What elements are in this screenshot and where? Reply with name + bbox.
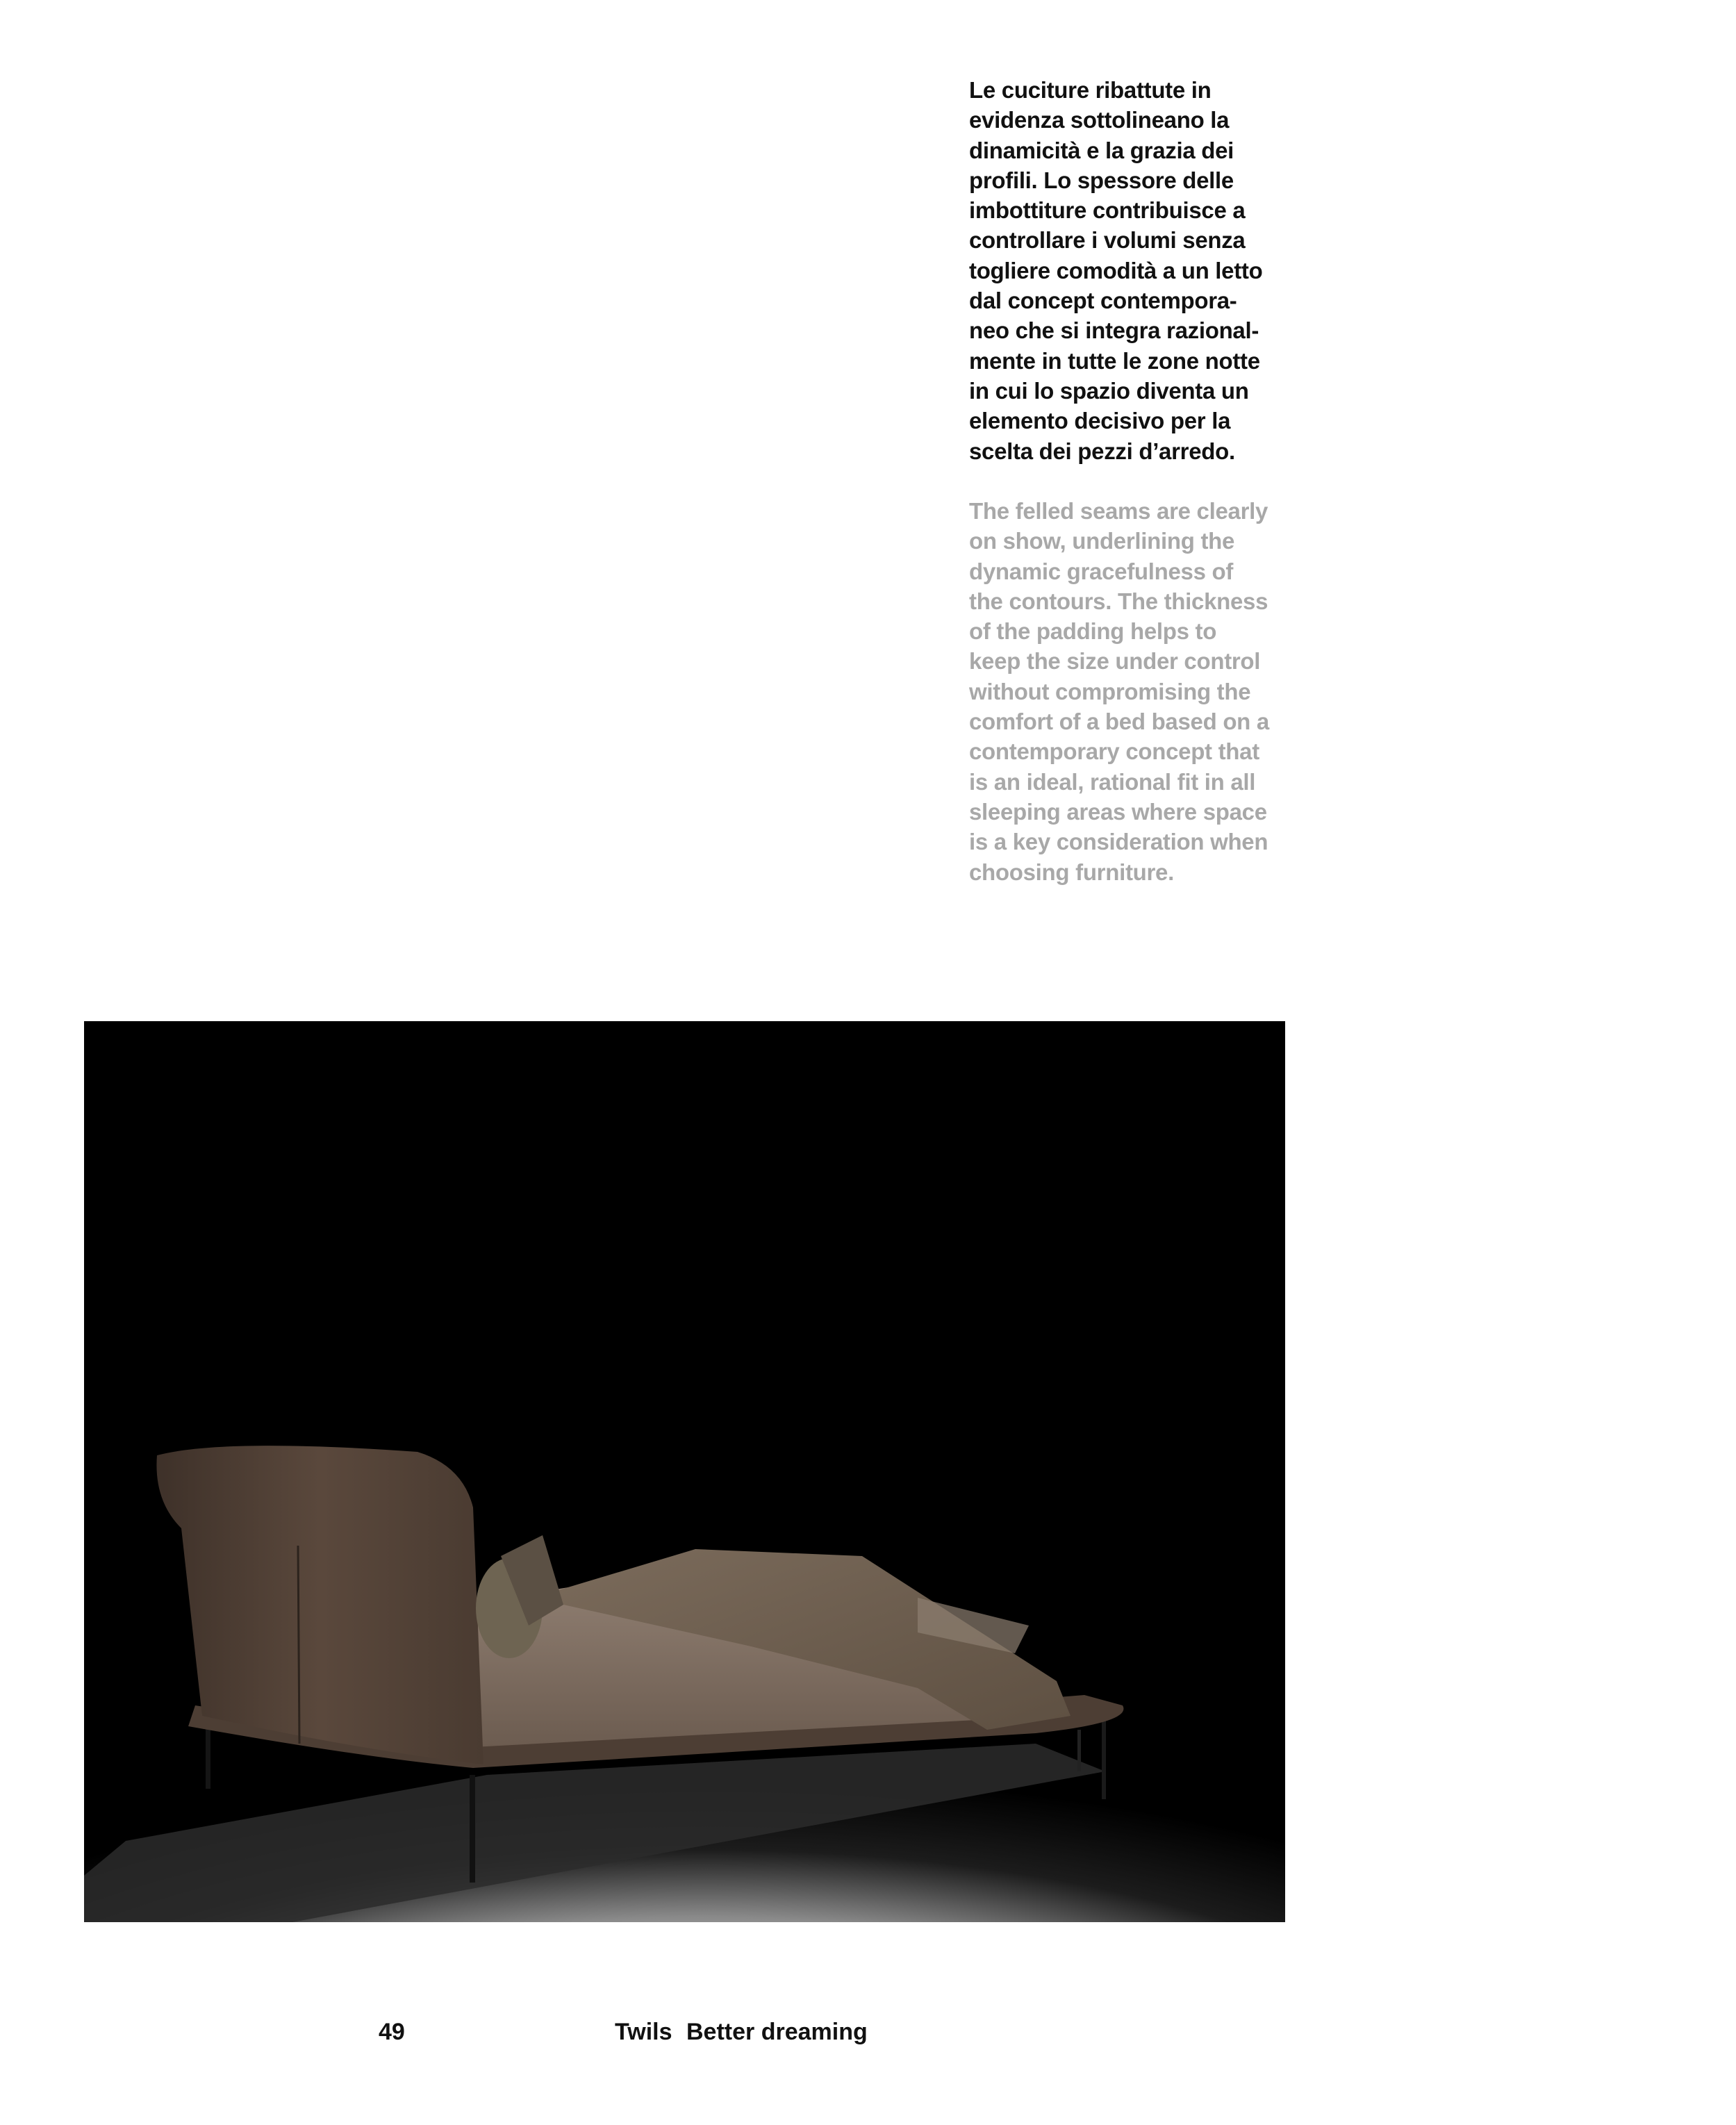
bed-leg bbox=[1077, 1730, 1081, 1771]
italian-line: neo che si integra razional- bbox=[969, 317, 1259, 344]
italian-paragraph bbox=[969, 75, 1289, 466]
italian-line: scelta dei pezzi d’arredo. bbox=[969, 438, 1235, 464]
italian-line: dal concept contempora- bbox=[969, 288, 1237, 314]
bed-illustration bbox=[84, 1021, 1285, 1922]
bed-leg bbox=[1102, 1716, 1106, 1799]
english-line: without compromising the bbox=[969, 678, 1251, 704]
brand-name: Twils bbox=[615, 2019, 672, 2045]
italian-line: in cui lo spazio diventa un bbox=[969, 377, 1249, 404]
english-line: choosing furniture. bbox=[969, 859, 1174, 885]
english-line: the contours. The thickness bbox=[969, 588, 1268, 614]
english-line: is a key consideration when bbox=[969, 829, 1268, 855]
italian-line: mente in tutte le zone notte bbox=[969, 347, 1260, 374]
italian-line: dinamicità e la grazia dei bbox=[969, 137, 1234, 163]
english-line: on show, underlining the bbox=[969, 528, 1235, 554]
italian-line: elemento decisivo per la bbox=[969, 408, 1231, 434]
english-line: dynamic gracefulness of bbox=[969, 558, 1234, 584]
page-number: 49 bbox=[379, 2019, 405, 2045]
english-paragraph bbox=[969, 496, 1289, 887]
tagline: Better dreaming bbox=[686, 2019, 868, 2045]
bed-leg bbox=[470, 1775, 475, 1883]
english-line: The felled seams are clearly bbox=[969, 498, 1268, 524]
bed-photo bbox=[84, 1021, 1285, 1922]
italian-line: controllare i volumi senza bbox=[969, 227, 1246, 254]
english-line: of the padding helps to bbox=[969, 618, 1217, 645]
english-line: is an ideal, rational fit in all bbox=[969, 768, 1256, 795]
english-line: comfort of a bed based on a bbox=[969, 709, 1269, 735]
italian-line: togliere comodità a un letto bbox=[969, 257, 1263, 283]
italian-line: Le cuciture ribattute in bbox=[969, 77, 1212, 103]
english-line: contemporary concept that bbox=[969, 738, 1259, 765]
italian-line: evidenza sottolineano la bbox=[969, 107, 1230, 133]
italian-line: imbottiture contribuisce a bbox=[969, 197, 1246, 224]
headboard-seam bbox=[298, 1546, 299, 1744]
english-line: keep the size under control bbox=[969, 648, 1261, 675]
english-line: sleeping areas where space bbox=[969, 798, 1267, 825]
italian-line: profili. Lo spessore delle bbox=[969, 167, 1234, 193]
